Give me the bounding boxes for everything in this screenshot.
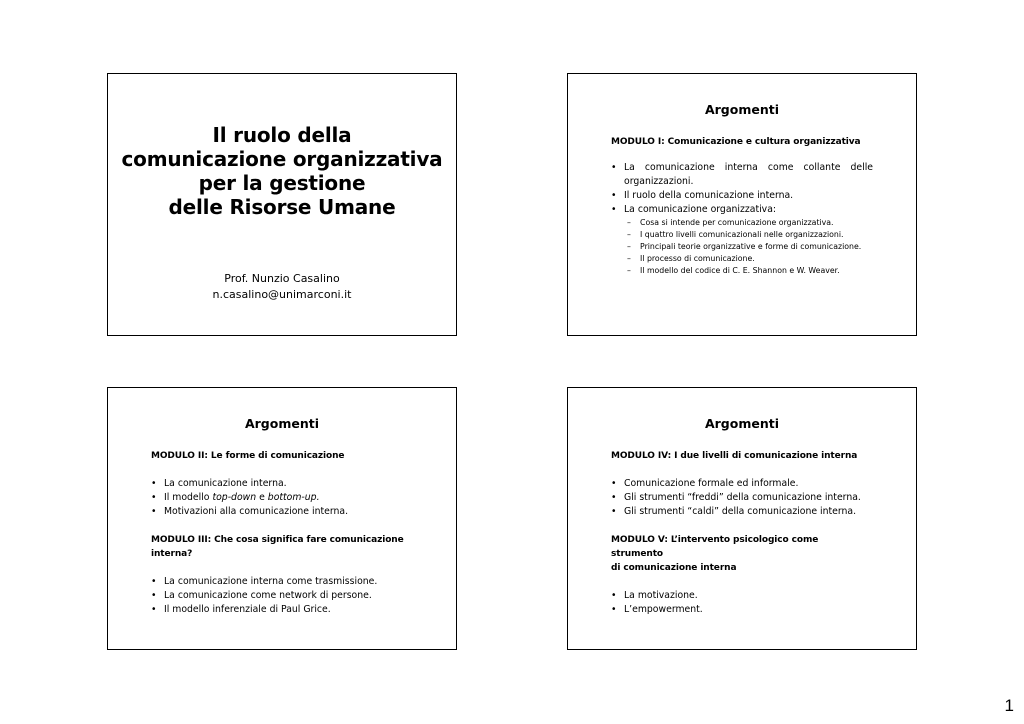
- author-email: n.casalino@unimarconi.it: [212, 288, 352, 301]
- list-item: • Il modello top-down e bottom-up.: [151, 491, 413, 505]
- author-name: Prof. Nunzio Casalino: [224, 272, 340, 285]
- slide-content: [151, 449, 413, 617]
- page-number: 1: [1004, 696, 1014, 715]
- module-heading: MODULO III: Che cosa significa fare comunicazione interna?: [151, 535, 404, 559]
- list-item: • Gli strumenti “freddi” della comunicazione interna.: [611, 491, 873, 505]
- sub-list-item: – Il processo di comunicazione.: [627, 253, 873, 265]
- slide-argomenti-3: [567, 387, 917, 650]
- bullet-list: [611, 589, 873, 617]
- sub-list-item: – Principali teorie organizzative e forme di comunicazione.: [627, 241, 873, 253]
- module-heading: MODULO II: Le forme di comunicazione: [151, 451, 345, 461]
- list-item: • Motivazioni alla comunicazione interna.: [151, 505, 413, 519]
- list-item: • Il modello inferenziale di Paul Grice.: [151, 603, 413, 617]
- slide-heading: Argomenti: [704, 102, 780, 117]
- list-item: • La comunicazione come network di persone.: [151, 589, 413, 603]
- slide-heading: Argomenti: [704, 416, 780, 431]
- presentation-title: Il ruolo della comunicazione organizzativa per la gestione delle Risorse Umane: [121, 123, 443, 219]
- author-block: [108, 271, 456, 303]
- slide-content: [611, 449, 873, 617]
- sub-list: [624, 217, 873, 277]
- bullet-list: [611, 477, 873, 519]
- module-heading: MODULO V: L’intervento psicologico come strumento di comunicazione interna: [611, 535, 819, 573]
- slide-argomenti-1: [567, 73, 917, 336]
- list-item: • La motivazione.: [611, 589, 873, 603]
- list-item: • L’empowerment.: [611, 603, 873, 617]
- list-item: • Il ruolo della comunicazione interna.: [611, 189, 873, 203]
- bullet-list: [151, 477, 413, 519]
- list-item: • Comunicazione formale ed informale.: [611, 477, 873, 491]
- slide-argomenti-2: [107, 387, 457, 650]
- module-heading: MODULO IV: I due livelli di comunicazione interna: [611, 451, 858, 461]
- sub-list-item: – I quattro livelli comunicazionali nelle organizzazioni.: [627, 229, 873, 241]
- module-heading: MODULO I: Comunicazione e cultura organizzativa: [611, 137, 861, 147]
- slide-title: [107, 73, 457, 336]
- sub-list-item: – Cosa si intende per comunicazione organizzativa.: [627, 217, 873, 229]
- slide-heading: Argomenti: [244, 416, 320, 431]
- list-item: • La comunicazione interna come trasmissione.: [151, 575, 413, 589]
- list-item: • La comunicazione interna come collante delle organizzazioni.: [611, 161, 873, 189]
- bullet-list: [151, 575, 413, 617]
- list-item: • La comunicazione interna.: [151, 477, 413, 491]
- list-item: • La comunicazione organizzativa: – Cosa si intende per comunicazione organizzativa. – I quattro livelli comunicazionali nelle organizzazioni. – Principali teorie organizzative e forme di comunicazione. – Il processo di comunicazione. – Il modello del codice di C. E. Shannon e W. Weaver.: [611, 203, 873, 277]
- list-item: • Gli strumenti “caldi” della comunicazione interna.: [611, 505, 873, 519]
- sub-list-item: – Il modello del codice di C. E. Shannon e W. Weaver.: [627, 265, 873, 277]
- bullet-list: [611, 161, 873, 277]
- slide-content: [611, 135, 873, 277]
